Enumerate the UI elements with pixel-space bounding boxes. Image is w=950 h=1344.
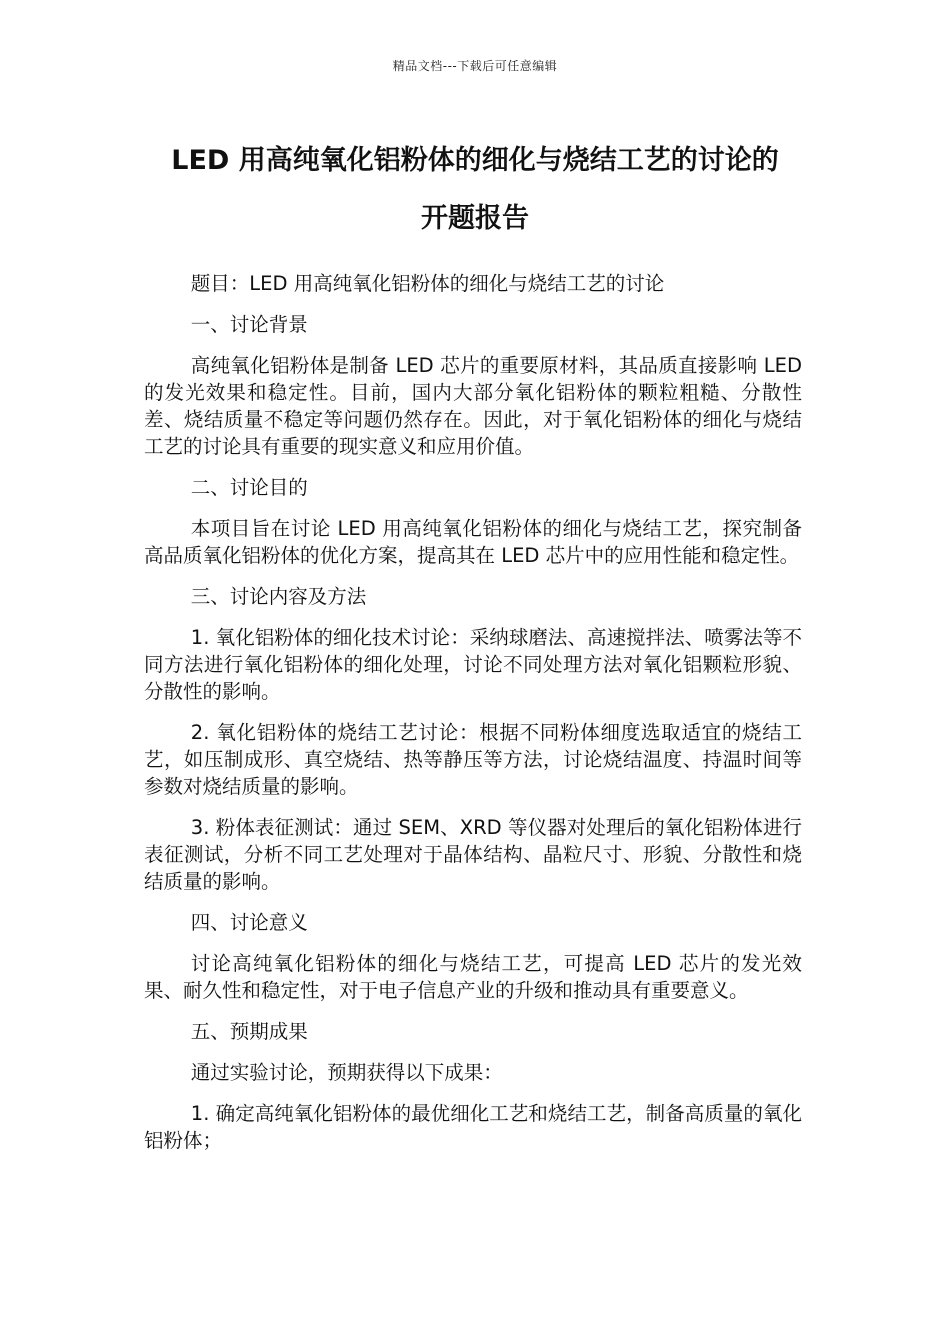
paragraph-method-1: 1. 氧化铝粉体的细化技术讨论：采纳球磨法、高速搅拌法、喷雾法等不同方法进行氧化铝粉体的细化处理，讨论不同处理方法对氧化铝颗粒形貌、分散性的影响。: [144, 626, 802, 703]
paragraph-significance: 讨论高纯氧化铝粉体的细化与烧结工艺，可提高 LED 芯片的发光效果、耐久性和稳定性，对于电子信息产业的升级和推动具有重要意义。: [144, 952, 802, 1002]
title-line-2: 开题报告: [421, 203, 529, 234]
paragraph-expected-intro: 通过实验讨论，预期获得以下成果：: [190, 1061, 503, 1084]
section-heading-expected-results: 五、预期成果: [190, 1020, 308, 1043]
paragraph-method-3: 3. 粉体表征测试：通过 SEM、XRD 等仪器对处理后的氧化铝粉体进行表征测试，分析不同工艺处理对于晶体结构、晶粒尺寸、形貌、分散性和烧结质量的影响。: [144, 816, 802, 893]
paragraph-method-2: 2. 氧化铝粉体的烧结工艺讨论：根据不同粉体细度选取适宜的烧结工艺，如压制成形、真空烧结、热等静压等方法，讨论烧结温度、持温时间等参数对烧结质量的影响。: [144, 721, 802, 798]
section-heading-content-methods: 三、讨论内容及方法: [190, 585, 367, 608]
title-line-1: LED 用高纯氧化铝粉体的细化与烧结工艺的讨论的: [171, 145, 779, 176]
section-heading-purpose: 二、讨论目的: [190, 476, 308, 499]
section-heading-significance: 四、讨论意义: [190, 911, 308, 934]
topic-line: 题目：LED 用高纯氧化铝粉体的细化与烧结工艺的讨论: [190, 272, 665, 295]
section-heading-background: 一、讨论背景: [190, 313, 308, 336]
paragraph-background: 高纯氧化铝粉体是制备 LED 芯片的重要原材料，其品质直接影响 LED 的发光效果和稳定性。目前，国内大部分氧化铝粉体的颗粒粗糙、分散性差、烧结质量不稳定等问题仍然存在。因此，对于氧化铝粉体的细化与烧结工艺的讨论具有重要的现实意义和应用价值。: [144, 354, 802, 458]
document-body: [144, 270, 802, 1168]
document-title: [140, 132, 810, 248]
header-note: 精品文档---下载后可任意编辑: [392, 59, 558, 73]
paragraph-expected-1: 1. 确定高纯氧化铝粉体的最优细化工艺和烧结工艺，制备高质量的氧化铝粉体；: [144, 1102, 802, 1152]
paragraph-purpose: 本项目旨在讨论 LED 用高纯氧化铝粉体的细化与烧结工艺，探究制备高品质氧化铝粉体的优化方案，提高其在 LED 芯片中的应用性能和稳定性。: [144, 517, 802, 567]
